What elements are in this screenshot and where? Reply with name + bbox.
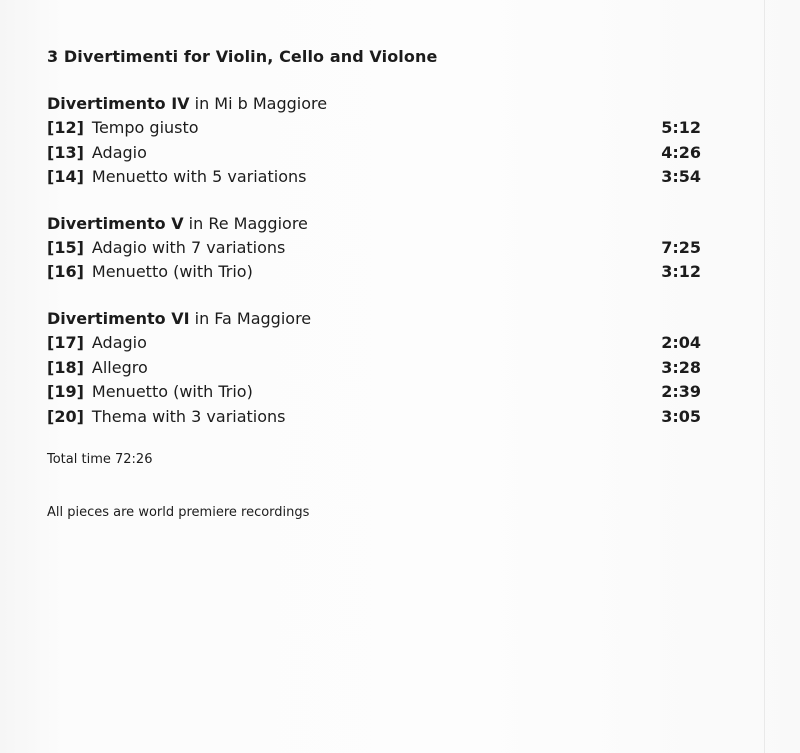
track-duration: 5:12 [661,118,701,137]
track-number: [16] [47,262,84,282]
track-row [47,356,701,381]
track-duration: 4:26 [661,142,701,162]
track-duration: 3:54 [661,167,701,187]
track-title: Menuetto (with Trio) [91,262,253,282]
track-number: [12] [47,118,84,137]
work-heading [47,91,701,116]
track-duration: 7:25 [661,237,701,257]
track-title: Adagio [91,142,147,162]
track-title: Tempo giusto [91,118,199,137]
work-name: Divertimento IV [47,94,190,113]
track-row [47,141,701,166]
work-section [47,211,701,285]
work-heading [47,306,701,331]
track-row [47,165,701,190]
track-duration: 3:05 [661,406,701,426]
track-row [47,116,701,141]
track-row [47,236,701,261]
track-title: Allegro [91,357,148,377]
track-title: Menuetto (with Trio) [91,382,253,402]
track-number: [18] [47,357,84,377]
track-duration: 2:39 [661,382,701,402]
track-title: Adagio with 7 variations [91,237,286,257]
footer-notes [47,452,701,521]
track-number: [17] [47,332,84,352]
track-duration: 3:28 [661,357,701,377]
track-row [47,380,701,405]
track-title: Adagio [91,332,147,352]
track-title: Thema with 3 variations [91,406,286,426]
album-title: 3 Divertimenti for Violin, Cello and Violone [47,47,438,66]
work-key: in Re Maggiore [183,213,308,233]
track-number: [15] [47,237,84,257]
track-number: [14] [47,167,84,187]
total-time: Total time 72:26 [47,452,153,468]
work-heading [47,211,701,236]
work-name: Divertimento VI [47,308,190,328]
tracklist [47,47,701,558]
work-section [47,91,701,190]
track-duration: 3:12 [661,262,701,282]
page-fold-line [764,0,765,753]
track-title: Menuetto with 5 variations [91,167,307,187]
track-row [47,331,701,356]
work-key: in Fa Maggiore [189,308,312,328]
track-number: [19] [47,382,84,402]
premiere-note: All pieces are world premiere recordings [47,505,310,521]
work-key: in Mi b Maggiore [189,94,328,113]
track-number: [13] [47,142,84,162]
track-duration: 2:04 [661,332,701,352]
track-row [47,260,701,285]
track-row [47,405,701,430]
track-number: [20] [47,406,84,426]
work-name: Divertimento V [47,213,184,233]
work-section [47,306,701,429]
